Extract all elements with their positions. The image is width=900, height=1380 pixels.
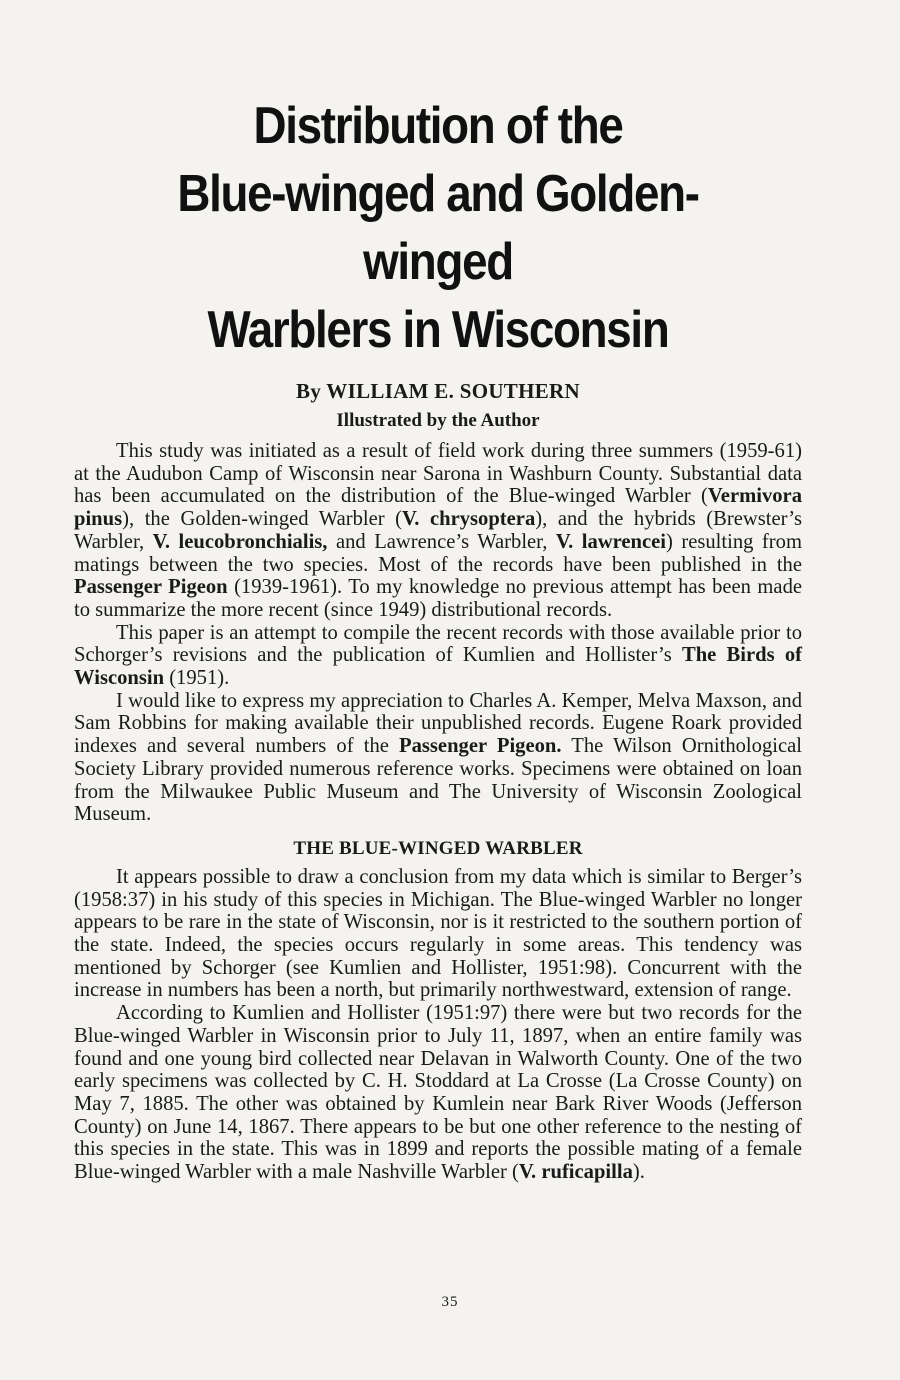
title-line-3: Warblers in Wisconsin <box>207 301 669 359</box>
article-title <box>118 92 759 364</box>
paragraph: It appears possible to draw a conclusion from my data which is similar to Berger’s (1958:37) in his study of this species in Michigan. The Blue-winged Warbler no longer appears to be rare in the state of Wisconsin, nor is it restricted to the southern portion of the state. Indeed, the species occurs regularly in some areas. This tendency was mentioned by Schorger (see Kumlien and Hollister, 1951:98). Concurrent with the increase in numbers has been a north, but primarily northwestward, extension of range. <box>74 865 802 1002</box>
bold-term: V. ruficapilla <box>518 1161 633 1184</box>
paragraph: This study was initiated as a result of field work during three summers (1959-61) at the Audubon Camp of Wisconsin near Sarona in Washburn County. Substantial data has been accumulated on the distribution of the Blue-winged Warbler (Vermivora pinus), the Golden-winged Warbler (V. chrysoptera), and the hybrids (Brewster’s Warbler, V. leucobronchialis, and Lawrence’s Warbler, V. lawrencei) resulting from matings between the two species. Most of the records have been published in the Passenger Pigeon (1939-1961). To my knowledge no previous attempt has been made to summarize the more recent (since 1949) distributional records. <box>74 440 803 621</box>
section-text <box>74 866 802 1184</box>
section-heading: THE BLUE-WINGED WARBLER <box>293 837 583 859</box>
illustration-credit: Illustrated by the Author <box>336 410 540 431</box>
bold-term: The Birds of Wisconsin <box>74 644 802 690</box>
intro-text <box>74 440 802 826</box>
bold-term: V. chrysoptera <box>402 508 536 531</box>
bold-term: V. leucobronchialis, <box>152 530 328 553</box>
bold-term: Passenger Pigeon. <box>399 735 562 758</box>
paragraph: According to Kumlien and Hollister (1951:97) there were but two records for the Blue-winged Warbler in Wisconsin prior to July 11, 1897, when an entire family was found and one young bird collected near Delavan in Walworth County. One of the two early specimens was collected by C. H. Stoddard at La Crosse (La Crosse County) on May 7, 1885. The other was obtained by Kumlein near Bark River Woods (Jefferson County) on June 14, 1867. There appears to be but one other reference to the nesting of this species in the state. This was in 1899 and reports the possible mating of a female Blue-winged Warbler with a male Nashville Warbler (V. ruficapilla). <box>74 1002 802 1184</box>
author-byline: By WILLIAM E. SOUTHERN <box>296 379 580 403</box>
paragraph: This paper is an attempt to compile the recent records with those available prior to Schorger’s revisions and the publication of Kumlien and Hollister’s The Birds of Wisconsin (1951). <box>74 621 802 690</box>
bold-term: Vermivora pinus <box>74 485 802 531</box>
title-line-1: Distribution of the <box>253 97 623 155</box>
bold-term: V. lawrencei <box>555 530 666 553</box>
title-line-2: Blue-winged and Golden-winged <box>177 165 699 291</box>
paragraph: I would like to express my appreciation to Charles A. Kemper, Melva Maxson, and Sam Robbins for making available their unpublished records. Eugene Roark provided indexes and several numbers of the Passenger Pigeon. The Wilson Ornithological Society Library provided numerous reference works. Specimens were obtained on loan from the Milwaukee Public Museum and The University of Wisconsin Zoological Museum. <box>74 689 802 826</box>
bold-term: Passenger Pigeon <box>74 576 228 599</box>
page-number: 35 <box>441 1294 459 1310</box>
